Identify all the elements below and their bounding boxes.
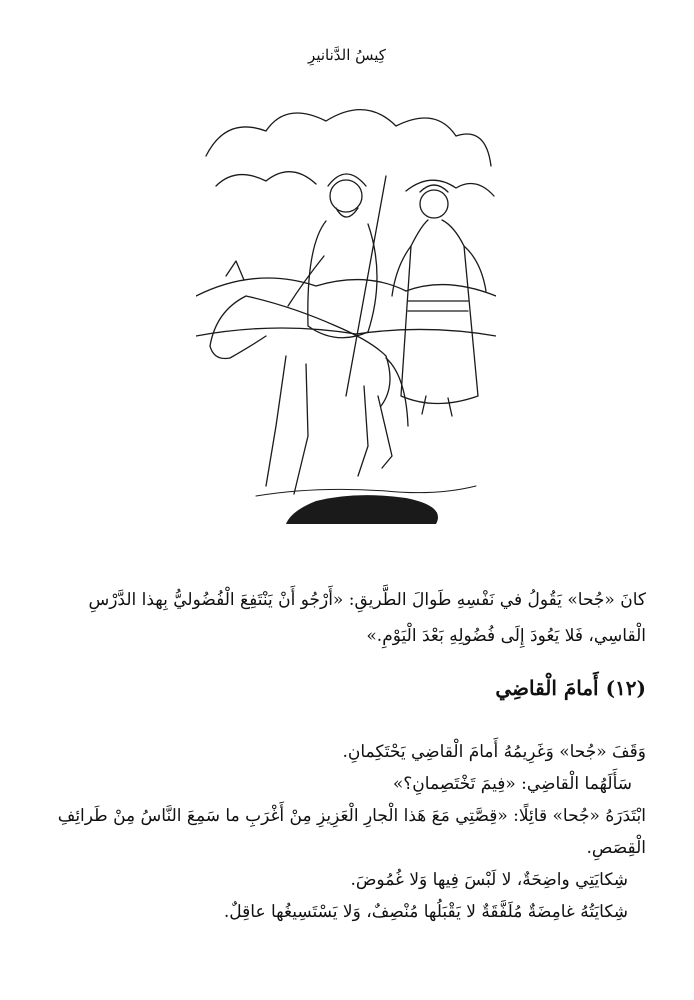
dialogue-line: وَقَفَ «جُحا» وَغَرِيمُهُ أَمامَ الْقاضِي يَحْتَكِمانِ. [342, 742, 646, 762]
dialogue-line: شِكايَتُهُ غامِضَةٌ مُلَفَّقَةٌ لا يَقْبَلُها مُنْصِفٌ، وَلا يَسْتَسِيغُها عاقِلٌ. [223, 902, 628, 922]
dialogue-line: ابْتَدَرَهُ «جُحا» قائِلًا: «قِصَّتِي مَعَ هَذا الْجارِ الْعَزِيزِ مِنْ أَغْرَبِ ما سَمِعَ النَّاسُ مِنْ طَرائِفِ الْقِصَصِ. [57, 806, 646, 858]
dialogue-line: سَأَلَهُما الْقاضِي: «فِيمَ تَخْتَصِمانِ؟» [392, 774, 632, 794]
dialogue-block [44, 736, 646, 928]
story-intro-paragraph: كانَ «جُحا» يَقُولُ في نَفْسِهِ طَوالَ الطَّريقِ: «أَرْجُو أَنْ يَنْتَفِعَ الْفُضُوليُّ بِهذا الدَّرْسِ الْقاسِي، فَلا يَعُودَ إِلَى فُضُولِهِ بَعْدَ الْيَوْمِ.» [88, 590, 646, 646]
section-heading: (١٢) أَمامَ الْقاضِي [495, 676, 646, 700]
page-header-title: كِيسُ الدَّنانيرِ [308, 46, 386, 64]
juha-donkey-illustration [196, 96, 496, 524]
dialogue-line: شِكايَتِي واضِحَةٌ، لا لَبْسَ فِيها وَلا غُمُوضَ. [350, 870, 628, 890]
